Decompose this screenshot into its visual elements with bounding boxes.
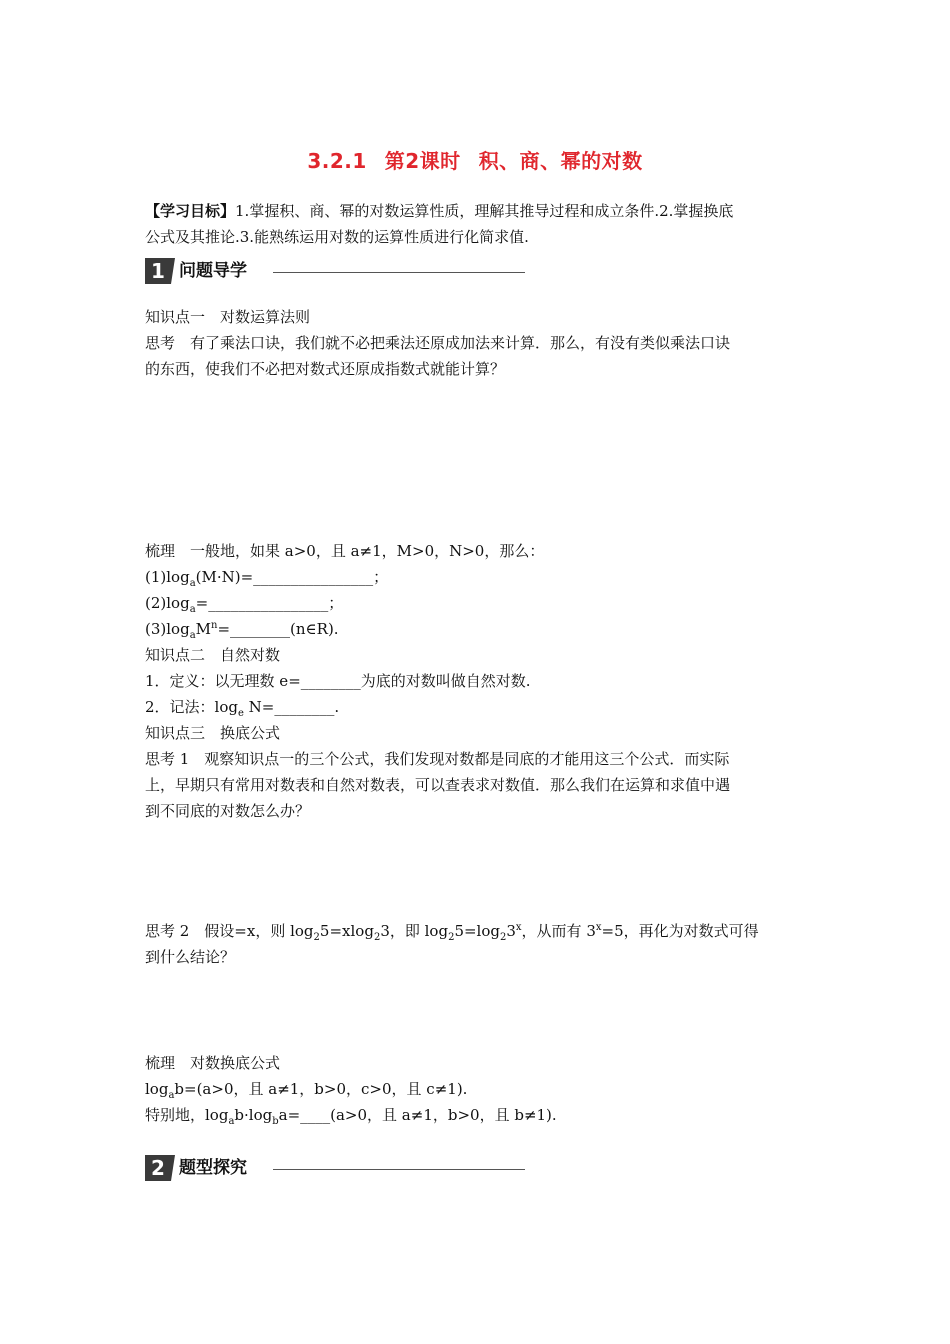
section-rule bbox=[273, 272, 525, 273]
k1-review-line: 梳理 一般地，如果 a>0，且 a≠1，M>0，N>0，那么： bbox=[145, 542, 545, 560]
k3-heading: 知识点三 换底公式 bbox=[145, 724, 281, 742]
k3-think1-line2: 上，早期只有常用对数表和自然对数表，可以查表求对数值．那么我们在运算和求值中遇 bbox=[145, 776, 731, 794]
objectives bbox=[145, 198, 810, 250]
objectives-label: 【学习目标】 bbox=[145, 202, 236, 220]
k3-special: 特别地，$\log_ab\cdot\log_ba=\_\_\_\_(a>0$，且 a≠1，b>0，且 b≠1). bbox=[145, 1106, 557, 1127]
k1-rule-3: $(3)\log_aM^n=\_\_\_\_\_\_\_\_(n\in R)$. bbox=[145, 620, 339, 641]
k1-review bbox=[145, 538, 810, 824]
section-label: 问题导学 bbox=[179, 261, 247, 281]
title-number: 3.2.1 bbox=[307, 149, 367, 173]
section-number-badge: 1 bbox=[145, 258, 171, 284]
title-lesson: 第2课时 bbox=[384, 149, 461, 173]
k3-think1-line3: 到不同底的对数怎么办？ bbox=[145, 802, 311, 820]
k3-think2-line2: 到什么结论？ bbox=[145, 948, 236, 966]
k3-think1-line1: 思考 1 观察知识点一的三个公式，我们发现对数都是同底的才能用这三个公式．而实际 bbox=[145, 750, 730, 768]
k2-heading: 知识点二 自然对数 bbox=[145, 646, 281, 664]
objectives-line2: 公式及其推论.3.能熟练运用对数的运算性质进行化简求值. bbox=[145, 228, 529, 246]
k1-heading: 知识点一 对数运算法则 bbox=[145, 308, 311, 326]
k3-formula: $\log_ab=(a>0$，且 a≠1，b>0，c>0，且 c≠1). bbox=[145, 1080, 468, 1101]
section-rule bbox=[273, 1169, 525, 1170]
title-topic: 积、商、幂的对数 bbox=[478, 149, 643, 173]
objectives-line1: 1.掌握积、商、幂的对数运算性质，理解其推导过程和成立条件.2.掌握换底 bbox=[235, 202, 734, 220]
k1-rule-2: $(2)\log_a=\_\_\_\_\_\_\_\_\_\_\_\_\_\_\_\_$； bbox=[145, 594, 344, 615]
k2-definition: 1．定义：以无理数 e=________为底的对数叫做自然对数. bbox=[145, 672, 531, 690]
k1-think-line2: 的东西，使我们不必把对数式还原成指数式就能计算？ bbox=[145, 360, 506, 378]
page-title bbox=[0, 145, 950, 174]
k3-think2-line1: 思考 2 假设=x，则 $\log_25=xlog_23$，即 $\log_25=\log_23^x$，从而有 $3^x=5$，再化为对数式可得 bbox=[145, 922, 759, 943]
section-label: 题型探究 bbox=[179, 1158, 247, 1178]
k1-rule-1: $(1)\log_a(M\cdot N)=\_\_\_\_\_\_\_\_\_\_\_\_\_\_\_\_$； bbox=[145, 568, 389, 589]
knowledge-point-1 bbox=[145, 304, 810, 382]
k2-notation: 2．记法：$\log_e$ N=________. bbox=[145, 698, 340, 719]
section-number-badge: 2 bbox=[145, 1155, 171, 1181]
k3-review bbox=[145, 1050, 810, 1128]
section-header-2 bbox=[145, 1155, 525, 1181]
k3-review-heading: 梳理 对数换底公式 bbox=[145, 1054, 281, 1072]
k3-think2 bbox=[145, 918, 810, 970]
k1-think-line1: 思考 有了乘法口诀，我们就不必把乘法还原成加法来计算．那么，有没有类似乘法口诀 bbox=[145, 334, 731, 352]
section-header-1 bbox=[145, 258, 525, 284]
